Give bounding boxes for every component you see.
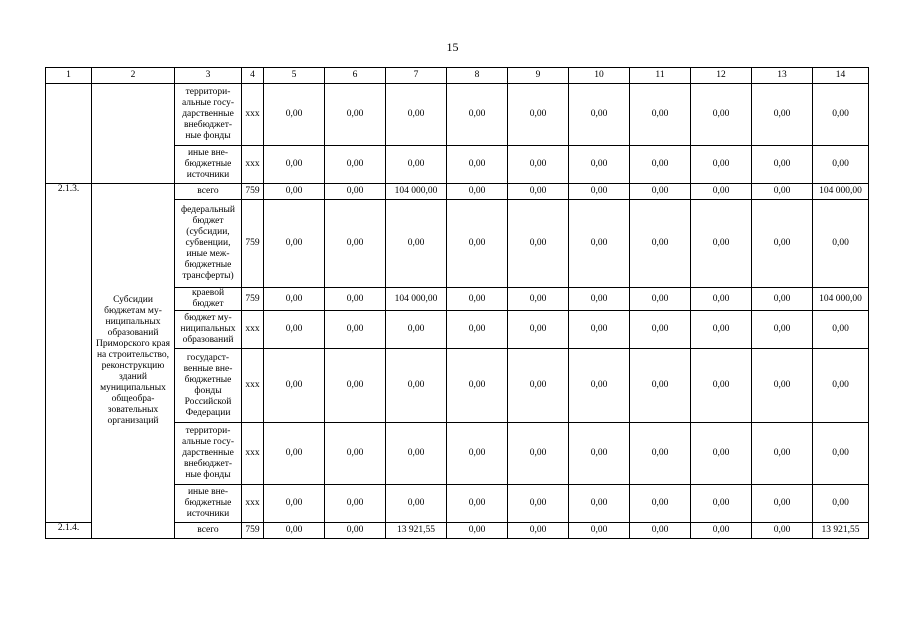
amount-cell: 0,00: [569, 146, 630, 184]
amount-cell: 0,00: [447, 349, 508, 423]
amount-cell: 0,00: [386, 146, 447, 184]
amount-cell: 0,00: [569, 200, 630, 288]
amount-cell: 0,00: [813, 84, 869, 146]
amount-cell: 0,00: [325, 485, 386, 523]
column-header: 9: [508, 68, 569, 84]
amount-cell: 0,00: [508, 311, 569, 349]
amount-cell: 0,00: [508, 485, 569, 523]
amount-cell: 0,00: [508, 349, 569, 423]
column-header: 5: [264, 68, 325, 84]
funding-source-cell: территори-альные госу-дарственные внебюджет-ные фонды: [175, 84, 242, 146]
amount-cell: 0,00: [569, 311, 630, 349]
amount-cell: 0,00: [325, 200, 386, 288]
amount-cell: 0,00: [630, 84, 691, 146]
amount-cell: 0,00: [691, 146, 752, 184]
amount-cell: 0,00: [691, 311, 752, 349]
amount-cell: 0,00: [752, 485, 813, 523]
amount-cell: 0,00: [508, 184, 569, 200]
amount-cell: 0,00: [691, 485, 752, 523]
budget-code-cell: 759: [242, 288, 264, 311]
budget-code-cell: 759: [242, 200, 264, 288]
amount-cell: 0,00: [386, 200, 447, 288]
amount-cell: 0,00: [752, 84, 813, 146]
amount-cell: 0,00: [630, 523, 691, 539]
amount-cell: 0,00: [752, 146, 813, 184]
amount-cell: 0,00: [752, 523, 813, 539]
amount-cell: 0,00: [508, 200, 569, 288]
amount-cell: 0,00: [264, 288, 325, 311]
column-header: 1: [46, 68, 92, 84]
amount-cell: 0,00: [508, 146, 569, 184]
amount-cell: 0,00: [630, 200, 691, 288]
amount-cell: 0,00: [569, 423, 630, 485]
amount-cell: 0,00: [752, 423, 813, 485]
table-row: [46, 184, 869, 200]
column-header: 10: [569, 68, 630, 84]
amount-cell: 0,00: [325, 146, 386, 184]
amount-cell: 0,00: [630, 485, 691, 523]
column-header: 2: [92, 68, 175, 84]
amount-cell: 104 000,00: [813, 184, 869, 200]
budget-code-cell: ххх: [242, 311, 264, 349]
amount-cell: 0,00: [325, 349, 386, 423]
amount-cell: 0,00: [386, 84, 447, 146]
amount-cell: 0,00: [630, 423, 691, 485]
amount-cell: 0,00: [752, 200, 813, 288]
amount-cell: 0,00: [569, 184, 630, 200]
amount-cell: 0,00: [508, 84, 569, 146]
amount-cell: 0,00: [813, 146, 869, 184]
amount-cell: 0,00: [447, 200, 508, 288]
funding-source-cell: иные вне-бюджетные источники: [175, 485, 242, 523]
amount-cell: 0,00: [447, 146, 508, 184]
budget-code-cell: ххх: [242, 485, 264, 523]
amount-cell: 104 000,00: [386, 288, 447, 311]
amount-cell: 0,00: [447, 311, 508, 349]
budget-code-cell: 759: [242, 523, 264, 539]
column-header: 12: [691, 68, 752, 84]
amount-cell: 0,00: [508, 523, 569, 539]
amount-cell: 0,00: [264, 485, 325, 523]
amount-cell: 0,00: [264, 423, 325, 485]
amount-cell: 0,00: [325, 423, 386, 485]
amount-cell: 0,00: [691, 523, 752, 539]
column-header: 4: [242, 68, 264, 84]
amount-cell: 0,00: [630, 184, 691, 200]
column-header: 7: [386, 68, 447, 84]
amount-cell: 0,00: [264, 146, 325, 184]
funding-source-cell: всего: [175, 523, 242, 539]
page-number: 15: [446, 40, 459, 54]
funding-source-cell: всего: [175, 184, 242, 200]
amount-cell: 0,00: [691, 84, 752, 146]
amount-cell: 0,00: [752, 288, 813, 311]
amount-cell: 0,00: [569, 485, 630, 523]
funding-source-cell: федеральный бюджет (субсидии, субвенции, иные меж-бюджетные трансферты): [175, 200, 242, 288]
amount-cell: 0,00: [386, 349, 447, 423]
amount-cell: 0,00: [447, 84, 508, 146]
amount-cell: 0,00: [447, 288, 508, 311]
budget-code-cell: 759: [242, 184, 264, 200]
amount-cell: 0,00: [386, 423, 447, 485]
amount-cell: 0,00: [386, 311, 447, 349]
item-name-cell: Субсидии бюджетам му-ниципальных образований Приморского края на строительство, реконструкцию зданий муниципальных общеобра-зовательных организаций: [92, 184, 175, 539]
amount-cell: 0,00: [813, 349, 869, 423]
column-header: 3: [175, 68, 242, 84]
budget-code-cell: ххх: [242, 349, 264, 423]
amount-cell: 0,00: [447, 485, 508, 523]
item-number-cell: 2.1.3.: [46, 184, 92, 523]
column-header: 11: [630, 68, 691, 84]
amount-cell: 0,00: [691, 184, 752, 200]
amount-cell: 0,00: [630, 349, 691, 423]
budget-code-cell: ххх: [242, 146, 264, 184]
amount-cell: 0,00: [691, 288, 752, 311]
amount-cell: 0,00: [813, 423, 869, 485]
amount-cell: 0,00: [264, 311, 325, 349]
amount-cell: 0,00: [691, 423, 752, 485]
budget-code-cell: ххх: [242, 423, 264, 485]
amount-cell: 13 921,55: [386, 523, 447, 539]
column-header: 6: [325, 68, 386, 84]
amount-cell: 13 921,55: [813, 523, 869, 539]
amount-cell: 0,00: [569, 288, 630, 311]
amount-cell: 0,00: [569, 523, 630, 539]
amount-cell: 104 000,00: [386, 184, 447, 200]
amount-cell: 0,00: [508, 423, 569, 485]
amount-cell: 0,00: [325, 84, 386, 146]
item-name-cell: [92, 84, 175, 184]
funding-source-cell: иные вне-бюджетные источники: [175, 146, 242, 184]
budget-code-cell: ххх: [242, 84, 264, 146]
amount-cell: 0,00: [386, 485, 447, 523]
funding-source-cell: бюджет му-ниципальных образований: [175, 311, 242, 349]
amount-cell: 0,00: [813, 311, 869, 349]
amount-cell: 104 000,00: [813, 288, 869, 311]
item-number-cell: [46, 84, 92, 184]
amount-cell: 0,00: [752, 311, 813, 349]
header-row: [46, 68, 869, 84]
amount-cell: 0,00: [264, 349, 325, 423]
table-body: [46, 84, 869, 539]
amount-cell: 0,00: [569, 349, 630, 423]
amount-cell: 0,00: [325, 184, 386, 200]
column-header: 14: [813, 68, 869, 84]
amount-cell: 0,00: [325, 311, 386, 349]
item-number-cell: 2.1.4.: [46, 523, 92, 539]
amount-cell: 0,00: [752, 184, 813, 200]
amount-cell: 0,00: [264, 84, 325, 146]
amount-cell: 0,00: [691, 200, 752, 288]
amount-cell: 0,00: [630, 311, 691, 349]
funding-source-cell: государст-венные вне-бюджетные фонды Российской Федерации: [175, 349, 242, 423]
amount-cell: 0,00: [325, 288, 386, 311]
column-header: 13: [752, 68, 813, 84]
amount-cell: 0,00: [630, 288, 691, 311]
amount-cell: 0,00: [264, 523, 325, 539]
amount-cell: 0,00: [813, 200, 869, 288]
amount-cell: 0,00: [630, 146, 691, 184]
budget-table: [45, 67, 869, 539]
amount-cell: 0,00: [325, 523, 386, 539]
amount-cell: 0,00: [447, 184, 508, 200]
funding-source-cell: краевой бюджет: [175, 288, 242, 311]
amount-cell: 0,00: [264, 200, 325, 288]
column-header: 8: [447, 68, 508, 84]
amount-cell: 0,00: [569, 84, 630, 146]
amount-cell: 0,00: [264, 184, 325, 200]
amount-cell: 0,00: [752, 349, 813, 423]
funding-source-cell: территори-альные госу-дарственные внебюджет-ные фонды: [175, 423, 242, 485]
amount-cell: 0,00: [447, 423, 508, 485]
amount-cell: 0,00: [508, 288, 569, 311]
amount-cell: 0,00: [691, 349, 752, 423]
table-row: [46, 84, 869, 146]
amount-cell: 0,00: [813, 485, 869, 523]
amount-cell: 0,00: [447, 523, 508, 539]
